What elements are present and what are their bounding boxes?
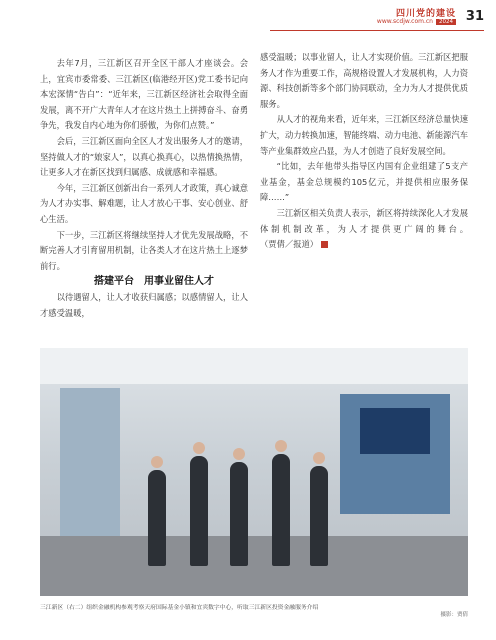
issue-tag: 2024 xyxy=(436,19,456,25)
right-column xyxy=(260,50,468,253)
magazine-url xyxy=(377,18,456,25)
photo-person xyxy=(310,466,328,566)
photo-caption: 三江新区（右二）组织金融机构参观考察天府国际基金小镇和宜宾数字中心，听取三江新区投资金融服务介绍 xyxy=(40,605,319,611)
url-text: www.scdjw.com.cn xyxy=(376,18,433,25)
photo-ceiling xyxy=(40,348,468,384)
photo-person xyxy=(148,470,166,566)
left-paragraph: 会后，三江新区面向全区人才发出服务人才的邀请，坚持做人才的“娘家人”，以真心换真心，以热情换热情，让更多人才在新区找到归属感、成就感和幸福感。 xyxy=(40,135,248,178)
left-paragraph: 下一步，三江新区将继续坚持人才优先发展战略，不断完善人才引育留用机制，让各类人才在这片热土上逐梦前行。 xyxy=(40,229,248,271)
magazine-title: 四川党的建设 xyxy=(395,9,456,19)
right-paragraph: 感受温暖；以事业留人，让人才实现价值。三江新区把服务人才作为重要工作，高规格设置人才发展机构，人力资源、科技创新等多个部门协同联动，全力为人才提供优质服务。 xyxy=(260,52,468,109)
page-header xyxy=(0,0,496,44)
right-paragraph-text: 三江新区相关负责人表示，新区将持续深化人才发展体制机制改革，为人才提供更广阔的舞台。 xyxy=(260,207,468,234)
header-rule xyxy=(270,30,484,31)
photo-wall-panel xyxy=(60,388,120,538)
right-paragraph xyxy=(260,206,468,253)
end-mark-icon xyxy=(321,241,328,248)
photo-screen xyxy=(360,408,430,454)
photo-person-head xyxy=(193,442,205,454)
photo-person-head xyxy=(233,448,245,460)
left-paragraph: 去年7月，三江新区召开全区干部人才座谈会。会上，宜宾市委常委、三江新区(临港经开区)党工委书记向本宏深情“告白”：“近年来，三江新区经济社会取得全面发展，离不开广大青年人才在这片热土上拼搏奋斗、奋勇争先，我发自内心地为你们骄傲，为你们点赞。” xyxy=(40,58,248,131)
right-paragraph: “比如，去年他带头指导区内国有企业组建了5支产业基金，基金总规模约105亿元，并提供相应服务保障……” xyxy=(260,161,468,203)
photo-person-head xyxy=(151,456,163,468)
photo-floor xyxy=(40,536,468,596)
photo-person-head xyxy=(275,440,287,452)
photo-credit: 摄影：贾倩 xyxy=(440,612,468,618)
photo-person xyxy=(190,456,208,566)
page-number: 31 xyxy=(465,9,484,24)
photo-person-head xyxy=(313,452,325,464)
right-paragraph: 从人才的视角来看，近年来，三江新区经济总量快速扩大，动力转换加速，智能终端、动力电池、新能源汽车等产业集群效应凸显，为人才创造了良好发展空间。 xyxy=(260,114,468,156)
section-heading: 搭建平台 用事业留住人才 xyxy=(94,276,214,288)
closing-credit: （贾倩／报道） xyxy=(260,239,319,250)
article-photo xyxy=(40,348,468,596)
left-paragraph: 今年，三江新区创新出台一系列人才政策，真心诚意为人才办实事、解难题，让人才放心干事、安心创业、舒心生活。 xyxy=(40,182,248,224)
photo-person xyxy=(272,454,290,566)
photo-person xyxy=(230,462,248,566)
left-paragraph: 以待遇留人，让人才收获归属感；以感情留人，让人才感受温暖， xyxy=(40,291,248,318)
left-column xyxy=(40,56,248,321)
